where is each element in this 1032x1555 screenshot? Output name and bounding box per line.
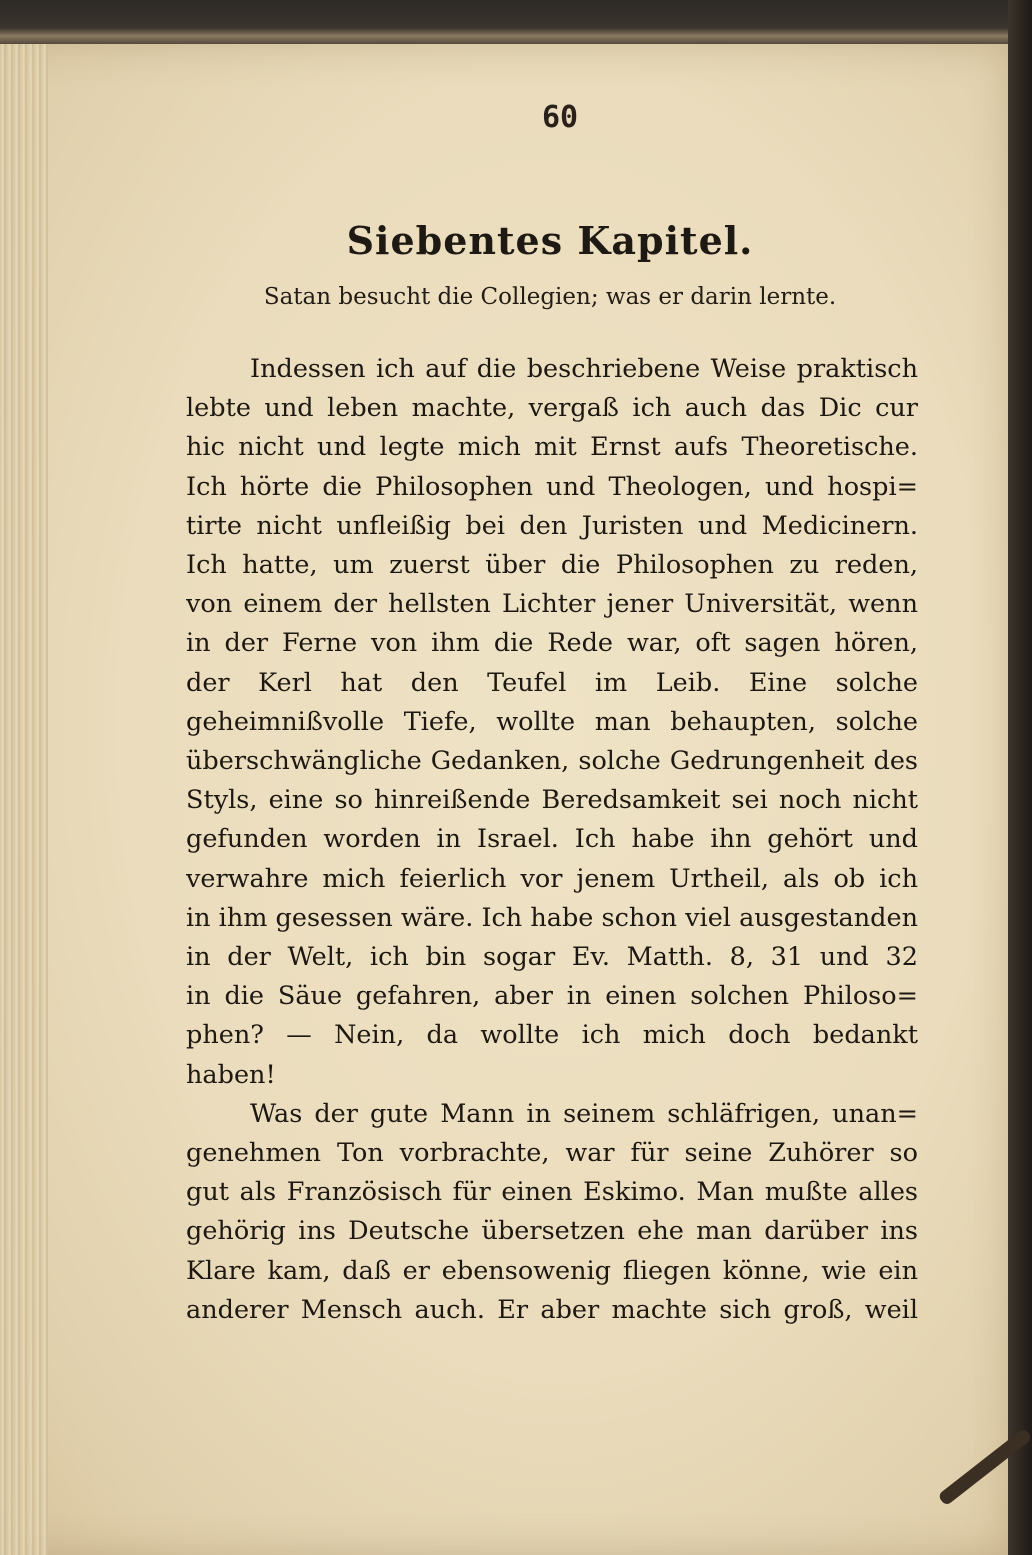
text-line: gefunden worden in Israel. Ich habe ihn gehört und xyxy=(186,824,918,855)
text-line: gehörig ins Deutsche übersetzen ehe man darüber ins xyxy=(186,1216,918,1247)
text-line: gut als Französisch für einen Eskimo. Man mußte alles xyxy=(186,1177,918,1208)
page-number: 60 xyxy=(541,100,579,135)
text-line: in der Welt, ich bin sogar Ev. Matth. 8, 31 und 32 xyxy=(186,942,918,973)
text-line: in ihm gesessen wäre. Ich habe schon viel ausgestanden xyxy=(186,902,918,933)
text-line: lebte und leben machte, vergaß ich auch das Dic cur xyxy=(186,393,918,424)
page-edges xyxy=(0,44,48,1555)
text-line: von einem der hellsten Lichter jener Universität, wenn xyxy=(186,589,918,620)
text-line: anderer Mensch auch. Er aber machte sich groß, weil xyxy=(186,1294,918,1325)
text-line: geheimnißvolle Tiefe, wollte man behaupten, solche xyxy=(186,706,918,737)
text-line: in der Ferne von ihm die Rede war, oft sagen hören, xyxy=(186,628,918,659)
text-line: Klare kam, daß er ebensowenig fliegen könne, wie ein xyxy=(186,1255,918,1286)
chapter-title: Siebentes Kapitel. xyxy=(346,218,754,263)
body-text xyxy=(186,350,918,1330)
text-line: verwahre mich feierlich vor jenem Urtheil, als ob ich xyxy=(186,863,918,894)
text-line: Styls, eine so hinreißende Beredsamkeit sei noch nicht xyxy=(186,785,918,816)
text-line: phen? — Nein, da wollte ich mich doch bedankt xyxy=(186,1020,918,1051)
text-line: in die Säue gefahren, aber in einen solchen Philoso= xyxy=(186,981,918,1012)
book-cover-edge xyxy=(1008,0,1032,1555)
text-line: hic nicht und legte mich mit Ernst aufs Theoretische. xyxy=(186,432,918,463)
text-line: tirte nicht unfleißig bei den Juristen und Medicinern. xyxy=(186,510,918,541)
text-line: haben! xyxy=(186,1059,276,1090)
text-line: Ich hatte, um zuerst über die Philosophen zu reden, xyxy=(186,550,918,581)
text-line: genehmen Ton vorbrachte, war für seine Zuhörer so xyxy=(186,1138,918,1169)
text-line: Indessen ich auf die beschriebene Weise praktisch xyxy=(250,354,918,384)
text-line: Ich hörte die Philosophen und Theologen, und hospi= xyxy=(186,471,918,502)
chapter-subtitle: Satan besucht die Collegien; was er darin lernte. xyxy=(263,284,837,310)
text-line: Was der gute Mann in seinem schläfrigen, unan= xyxy=(250,1098,918,1129)
text-line: überschwängliche Gedanken, solche Gedrungenheit des xyxy=(186,746,918,777)
text-line: der Kerl hat den Teufel im Leib. Eine solche xyxy=(186,667,918,698)
